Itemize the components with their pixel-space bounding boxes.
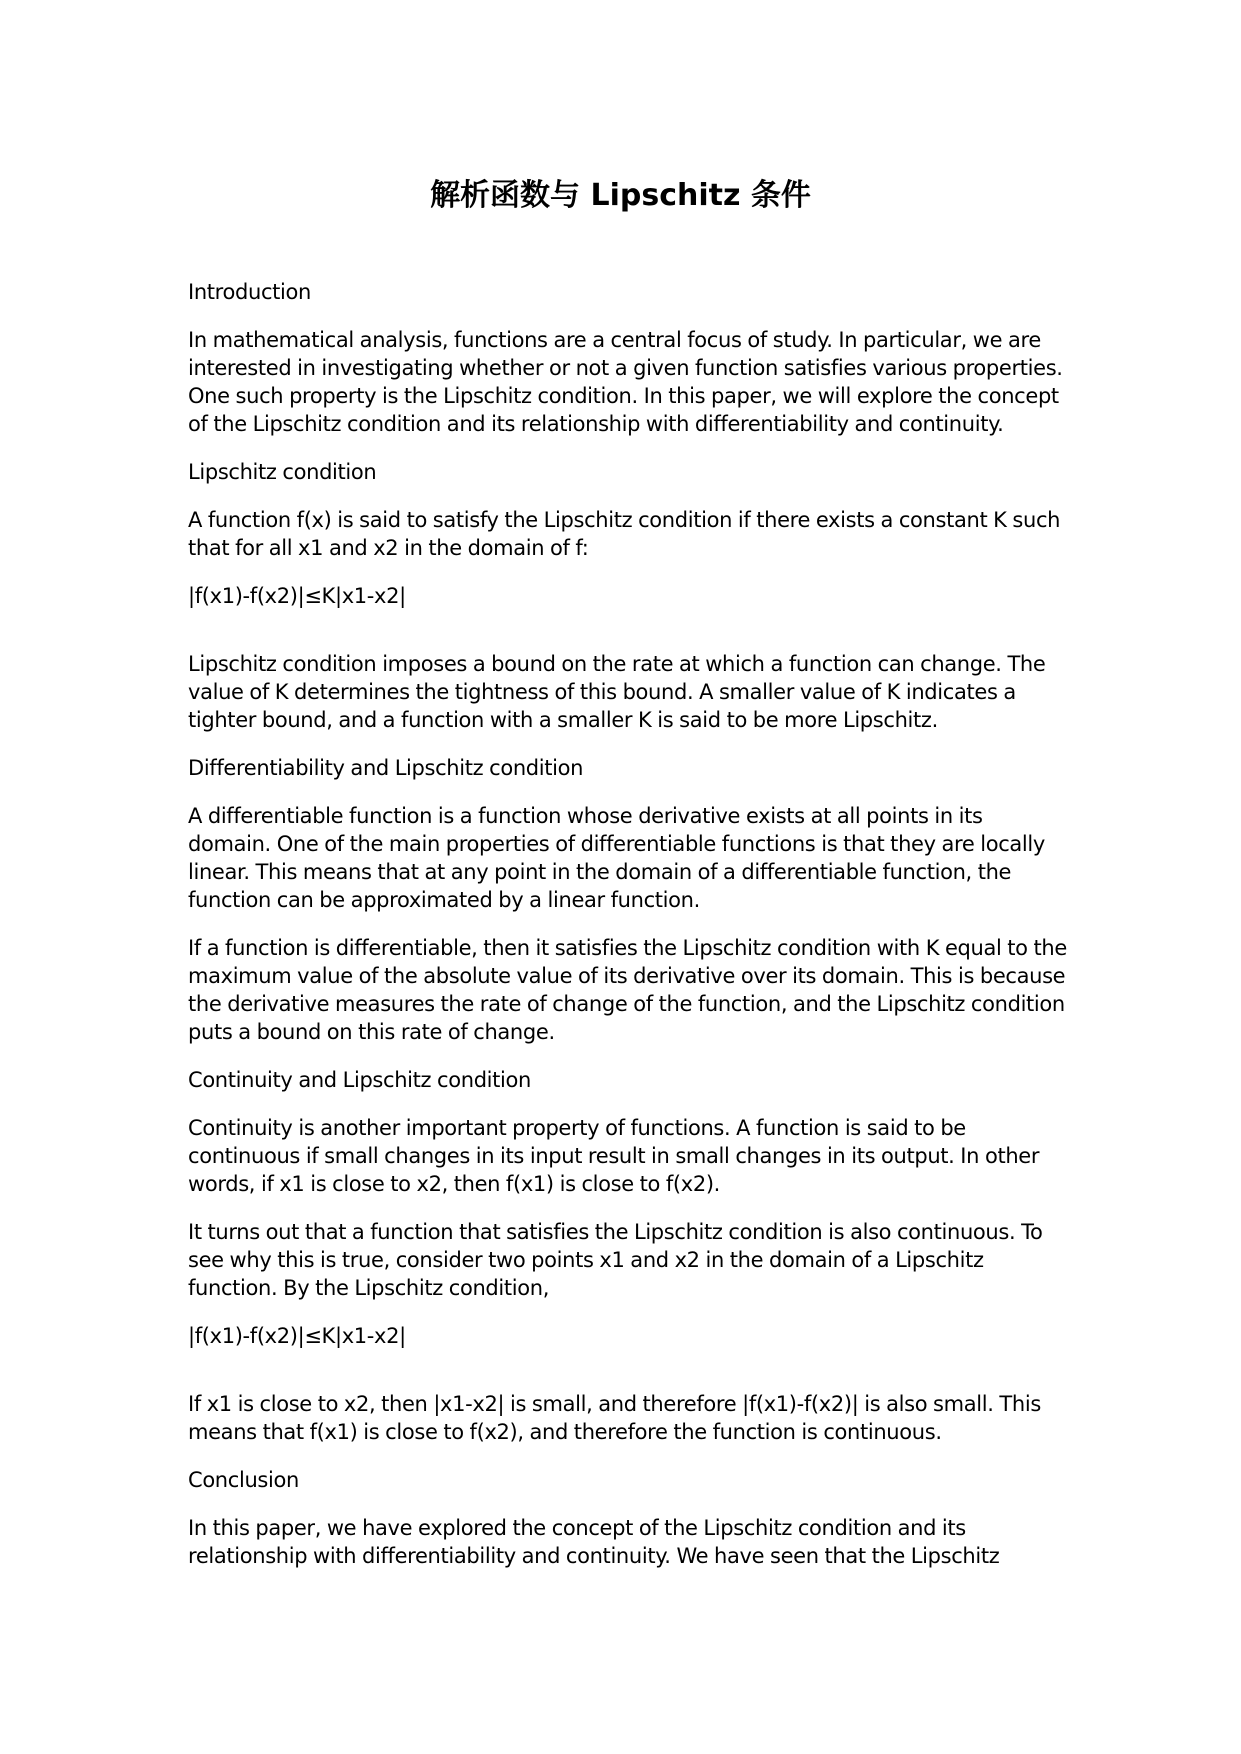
paragraph: A function f(x) is said to satisfy the Lipschitz condition if there exists a constant K such that for all x1 and x2 in the domain of f:	[188, 508, 1061, 560]
section-heading-continuity: Continuity and Lipschitz condition	[188, 1068, 531, 1092]
section-heading-differentiability: Differentiability and Lipschitz condition	[188, 756, 584, 780]
paragraph: Continuity is another important property of functions. A function is said to be continuous if small changes in its input result in small changes in its output. In other words, if x1 is close to x2, then f(x1) is close to f(x2).	[188, 1116, 1040, 1196]
section-heading-lipschitz-condition: Lipschitz condition	[188, 460, 377, 484]
document-body	[188, 278, 1068, 1590]
section-heading-introduction: Introduction	[188, 280, 311, 304]
paragraph: A differentiable function is a function whose derivative exists at all points in its domain. One of the main properties of differentiable functions is that they are locally linear. This means that at any point in the domain of a differentiable function, the function can be approximated by a linear function.	[188, 804, 1045, 912]
paragraph: In this paper, we have explored the concept of the Lipschitz condition and its relationship with differentiability and continuity. We have seen that the Lipschitz	[188, 1516, 1000, 1568]
paragraph: It turns out that a function that satisfies the Lipschitz condition is also continuous. To see why this is true, consider two points x1 and x2 in the domain of a Lipschitz function. By the Lipschitz condition,	[188, 1220, 1043, 1300]
formula: |f(x1)-f(x2)|≤K|x1-x2|	[188, 584, 406, 608]
document-title: 解析函数与 Lipschitz 条件	[430, 178, 811, 213]
paragraph: If a function is differentiable, then it satisfies the Lipschitz condition with K equal to the maximum value of the absolute value of its derivative over its domain. This is because the derivative measures the rate of change of the function, and the Lipschitz condition puts a bound on this rate of change.	[188, 936, 1067, 1044]
section-heading-conclusion: Conclusion	[188, 1468, 299, 1492]
paragraph: If x1 is close to x2, then |x1-x2| is small, and therefore |f(x1)-f(x2)| is also small. This means that f(x1) is close to f(x2), and therefore the function is continuous.	[188, 1392, 1041, 1444]
formula: |f(x1)-f(x2)|≤K|x1-x2|	[188, 1324, 406, 1348]
paragraph: In mathematical analysis, functions are a central focus of study. In particular, we are interested in investigating whether or not a given function satisfies various properties. One such property is the Lipschitz condition. In this paper, we will explore the concept of the Lipschitz condition and its relationship with differentiability and continuity.	[188, 328, 1063, 436]
paragraph: Lipschitz condition imposes a bound on the rate at which a function can change. The value of K determines the tightness of this bound. A smaller value of K indicates a tighter bound, and a function with a smaller K is said to be more Lipschitz.	[188, 652, 1046, 732]
